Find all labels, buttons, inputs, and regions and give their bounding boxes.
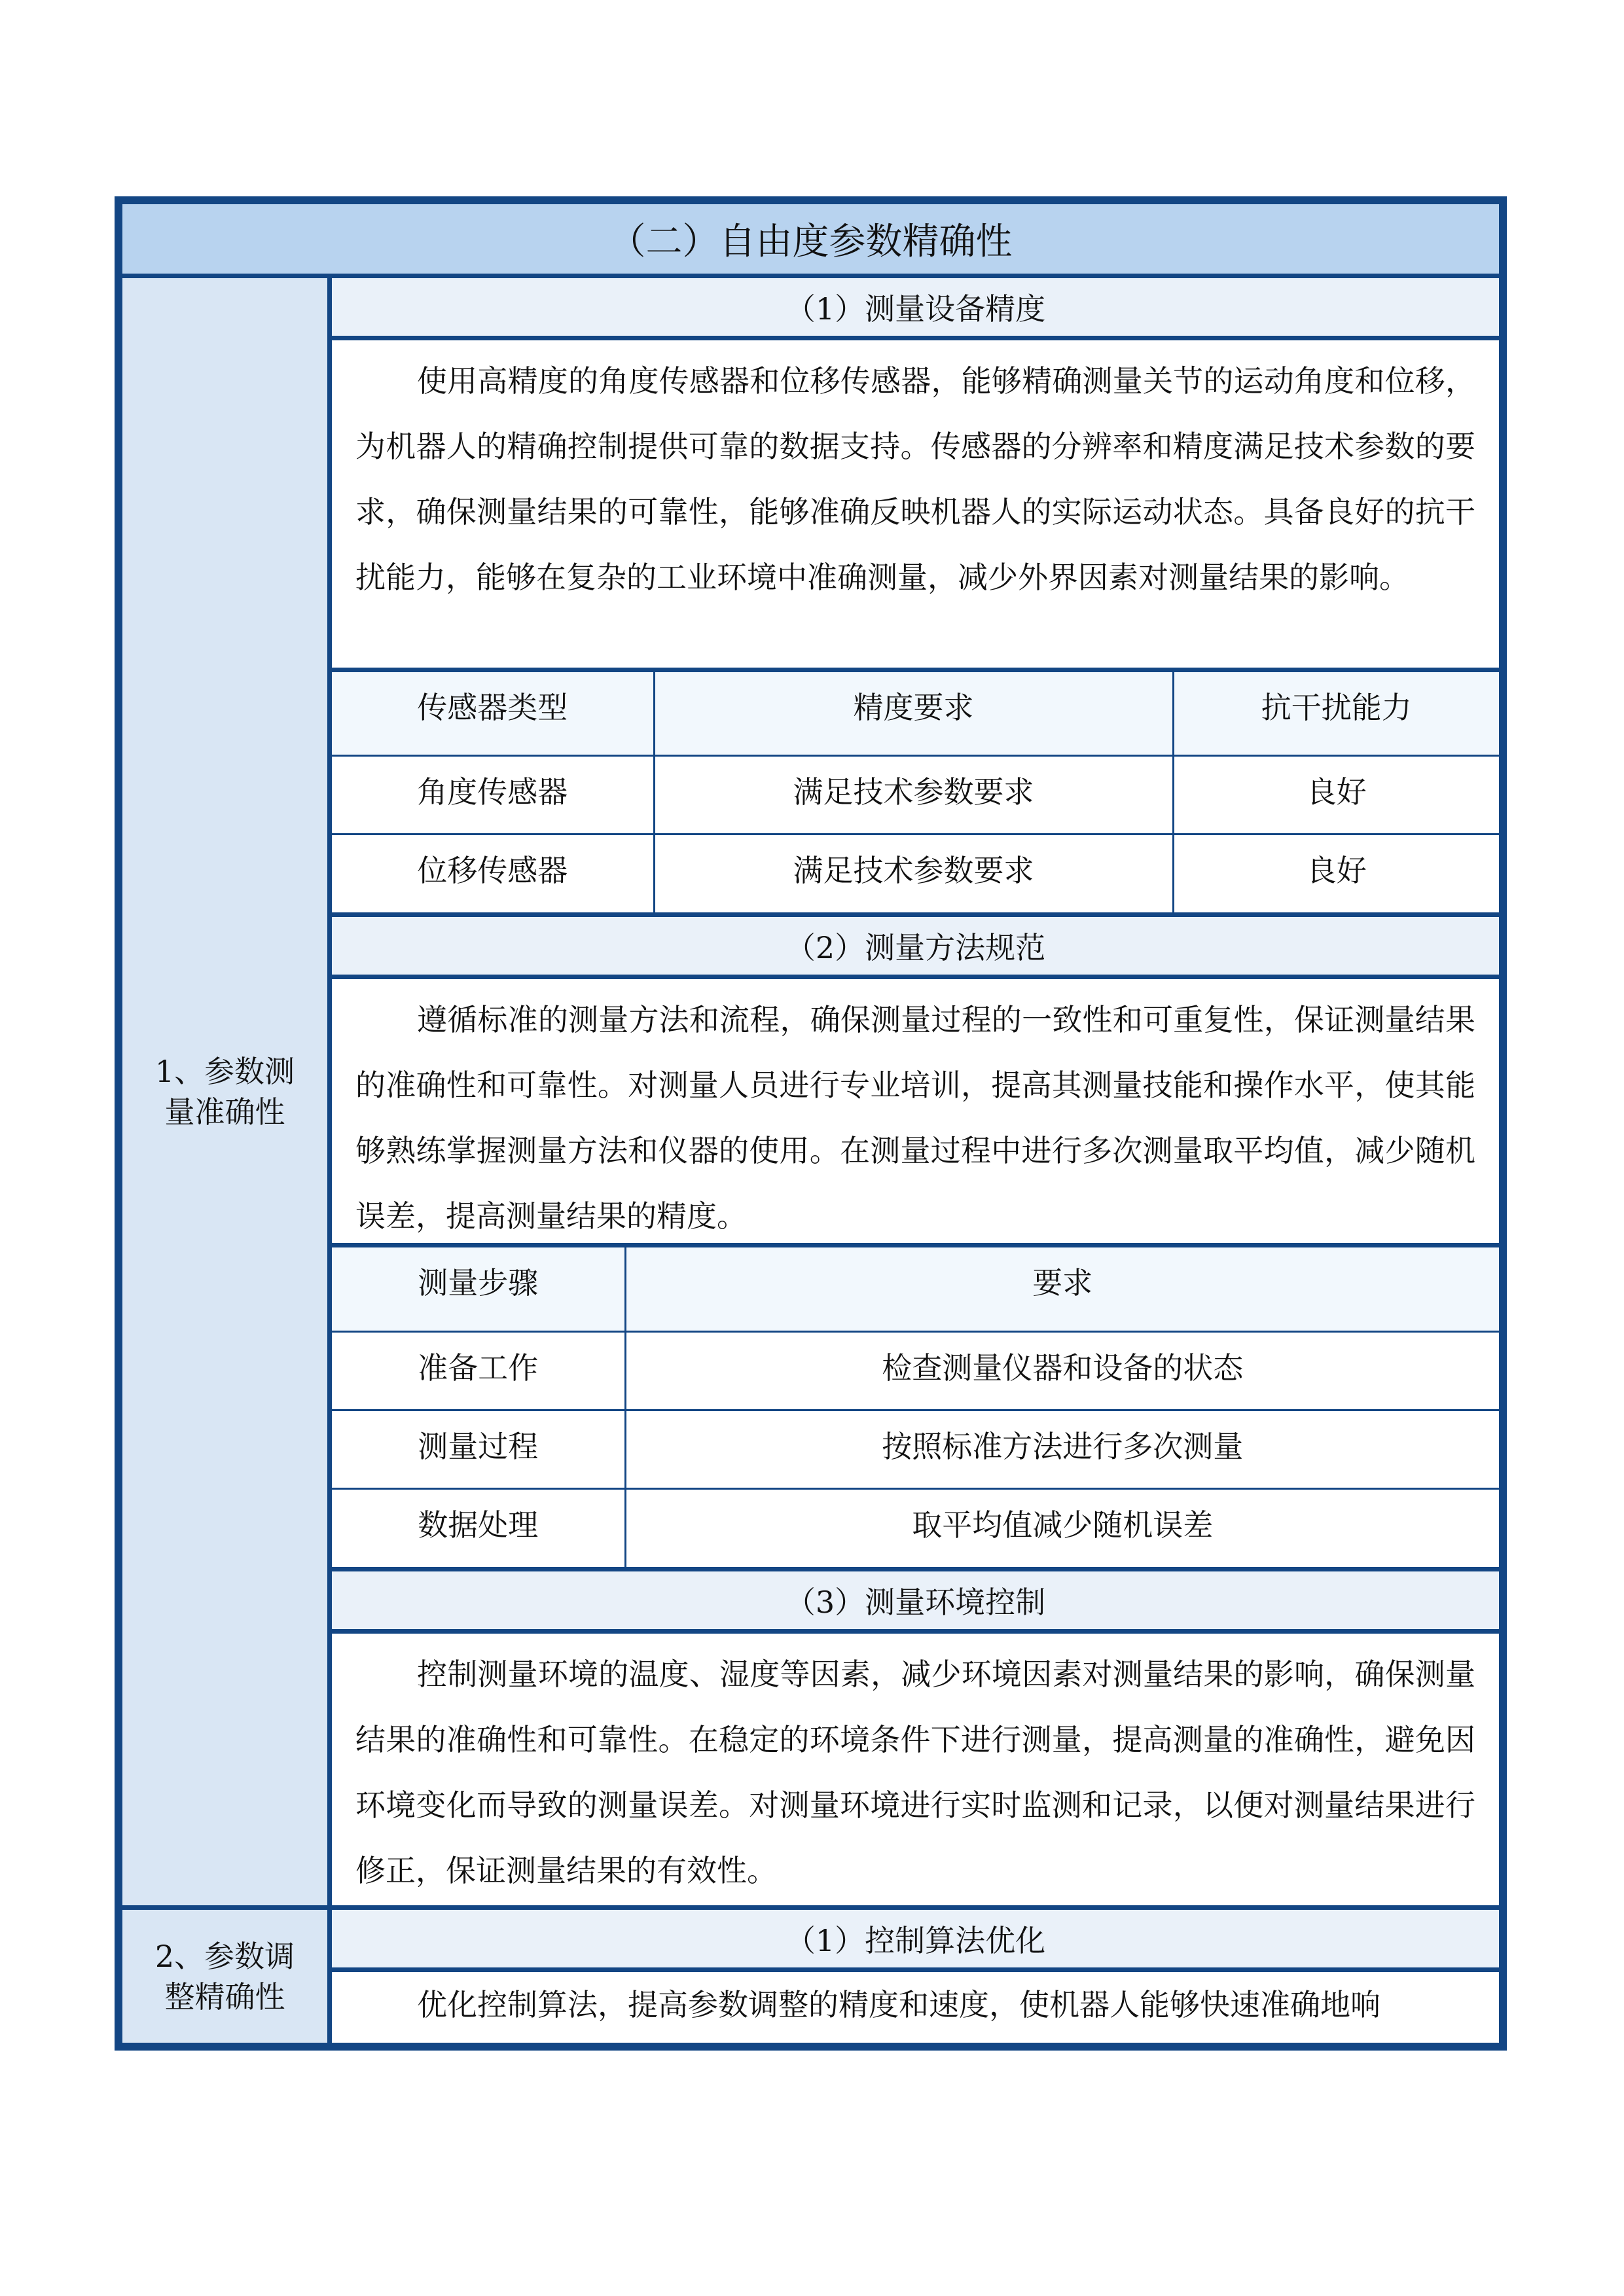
steps-table xyxy=(332,1247,1499,1567)
table-cell: 测量过程 xyxy=(332,1410,625,1488)
table-cell: 角度传感器 xyxy=(332,755,654,834)
table-row xyxy=(332,1488,1499,1567)
table-cell: 按照标准方法进行多次测量 xyxy=(625,1410,1499,1488)
table-cell: 检查测量仪器和设备的状态 xyxy=(625,1331,1499,1410)
sensor-table-wrap xyxy=(332,672,1499,917)
subheading-environment-control: （3）测量环境控制 xyxy=(332,1571,1499,1634)
paragraph-control-algorithm: 优化控制算法，提高参数调整的精度和速度，使机器人能够快速准确地响 xyxy=(417,1987,1380,2022)
document-table xyxy=(115,196,1507,2051)
section-label: 2、参数调整精确性 xyxy=(122,1910,332,2043)
subheading-measurement-method: （2）测量方法规范 xyxy=(332,917,1499,979)
section-measurement-accuracy xyxy=(122,278,1499,1910)
table-cell: 满足技术参数要求 xyxy=(654,755,1173,834)
section-adjustment-accuracy xyxy=(122,1910,1499,2043)
table-header-cell: 精度要求 xyxy=(654,672,1173,755)
subheading-control-algorithm: （1）控制算法优化 xyxy=(332,1910,1499,1972)
page-title: （二）自由度参数精确性 xyxy=(122,204,1499,278)
table-cell: 准备工作 xyxy=(332,1331,625,1410)
table-cell: 满足技术参数要求 xyxy=(654,834,1173,912)
table-header-cell: 测量步骤 xyxy=(332,1247,625,1331)
table-row xyxy=(332,1410,1499,1488)
table-row xyxy=(332,1331,1499,1410)
paragraph-measurement-method: 遵循标准的测量方法和流程，确保测量过程的一致性和可重复性，保证测量结果的准确性和可靠性。对测量人员进行专业培训，提高其测量技能和操作水平，使其能够熟练掌握测量方法和仪器的使用。在测量过程中进行多次测量取平均值，减少随机误差，提高测量结果的精度。 xyxy=(332,979,1499,1247)
table-header-row xyxy=(332,1247,1499,1331)
table-header-cell: 抗干扰能力 xyxy=(1173,672,1499,755)
paragraph-environment-control: 控制测量环境的温度、湿度等因素，减少环境因素对测量结果的影响，确保测量结果的准确性和可靠性。在稳定的环境条件下进行测量，提高测量的准确性，避免因环境变化而导致的测量误差。对测量环境进行实时监测和记录，以便对测量结果进行修正，保证测量结果的有效性。 xyxy=(355,1657,1475,1888)
steps-table-wrap xyxy=(332,1247,1499,1571)
paragraph-equipment-precision: 使用高精度的角度传感器和位移传感器，能够精确测量关节的运动角度和位移，为机器人的精确控制提供可靠的数据支持。传感器的分辨率和精度满足技术参数的要求，确保测量结果的可靠性，能够准确反映机器人的实际运动状态。具备良好的抗干扰能力，能够在复杂的工业环境中准确测量，减少外界因素对测量结果的影响。 xyxy=(332,340,1499,672)
table-row xyxy=(332,834,1499,912)
table-header-row xyxy=(332,672,1499,755)
section-content xyxy=(332,1910,1499,2043)
table-header-cell: 传感器类型 xyxy=(332,672,654,755)
section-content xyxy=(332,278,1499,1905)
table-cell: 良好 xyxy=(1173,755,1499,834)
table-row xyxy=(332,755,1499,834)
table-header-cell: 要求 xyxy=(625,1247,1499,1331)
sensor-table xyxy=(332,672,1499,912)
table-cell: 位移传感器 xyxy=(332,834,654,912)
table-cell: 取平均值减少随机误差 xyxy=(625,1488,1499,1567)
table-cell: 良好 xyxy=(1173,834,1499,912)
subheading-equipment-precision: （1）测量设备精度 xyxy=(332,278,1499,340)
section-label: 1、参数测量准确性 xyxy=(122,278,332,1905)
table-cell: 数据处理 xyxy=(332,1488,625,1567)
